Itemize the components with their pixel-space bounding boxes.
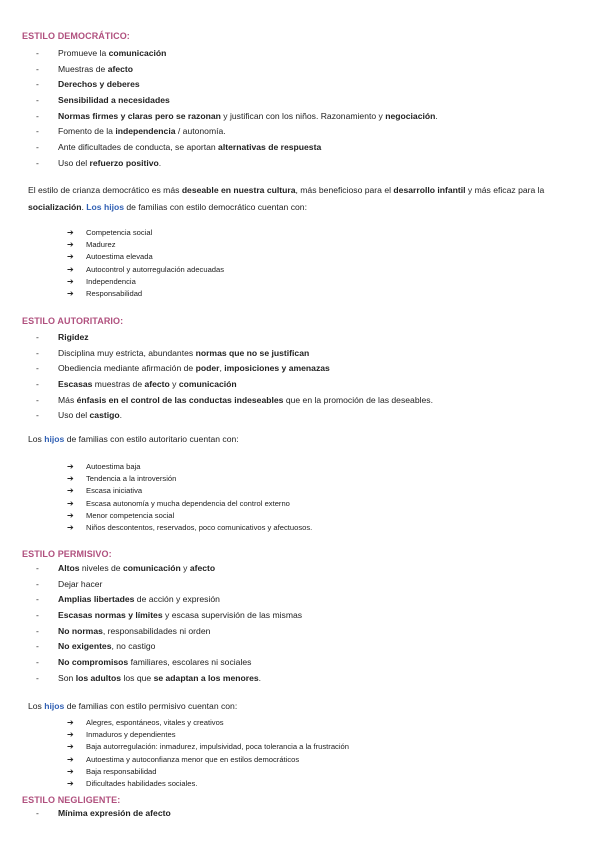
text-segment: de familias con estilo democrático cuentan con: — [124, 202, 307, 212]
text-segment: Disciplina muy estricta, abundantes — [58, 347, 196, 358]
dash-bullet: - — [36, 379, 39, 390]
text-segment: y más eficaz para la — [465, 185, 545, 195]
text-segment: familiares, escolares ni sociales — [128, 657, 252, 668]
text-segment: Son — [58, 672, 76, 683]
text-segment: los que — [121, 672, 154, 683]
text-segment: . — [158, 157, 162, 168]
arrow-icon: ➔ — [67, 754, 74, 764]
text-segment: muestras de — [92, 379, 145, 390]
text-segment: Escasas — [58, 379, 93, 390]
arrow-icon: ➔ — [67, 240, 74, 250]
outcome-item — [67, 498, 312, 510]
list-item — [36, 346, 433, 362]
outcome-text: Competencia social — [86, 228, 153, 237]
outcomes-permisivo — [67, 717, 349, 790]
list-item — [36, 655, 302, 671]
list-item — [36, 140, 438, 156]
text-segment: Los — [28, 701, 45, 711]
text-segment: Altos — [58, 563, 80, 573]
arrow-icon: ➔ — [67, 264, 74, 274]
list-permisivo — [36, 561, 302, 687]
text-segment: afecto — [189, 563, 216, 573]
outcome-text: Autoestima y autoconfianza menor que en estilos democráticos — [86, 754, 300, 764]
text-segment: deseable en nuestra cultura — [181, 185, 296, 195]
text-segment: . — [119, 410, 123, 421]
text-segment: / autonomía. — [175, 126, 226, 137]
dash-bullet: - — [36, 578, 39, 589]
text-segment: negociación — [385, 110, 436, 121]
outcome-text: Alegres, espontáneos, vitales y creativos — [86, 718, 224, 727]
text-segment: imposiciones y amenazas — [224, 363, 330, 374]
arrow-icon: ➔ — [67, 778, 74, 788]
paragraph-democratico — [28, 182, 588, 216]
arrow-icon: ➔ — [67, 474, 74, 484]
list-item — [36, 624, 302, 640]
heading-negligente: ESTILO NEGLIGENTE: — [22, 795, 121, 805]
text-segment: poder — [195, 363, 220, 374]
text-segment: y escasa supervisión de las mismas — [162, 610, 303, 621]
list-negligente — [36, 806, 171, 822]
text-segment: No exigentes — [58, 641, 112, 652]
dash-bullet: - — [36, 157, 39, 168]
text-segment: afecto — [144, 379, 170, 390]
outcome-text: Madurez — [86, 240, 116, 250]
list-item — [36, 671, 302, 687]
arrow-icon: ➔ — [67, 252, 74, 262]
arrow-icon: ➔ — [67, 718, 74, 727]
outcome-text: Independencia — [86, 276, 136, 286]
text-segment: Dejar hacer — [58, 578, 103, 589]
dash-bullet: - — [36, 332, 39, 342]
text-segment: . — [435, 110, 438, 121]
text-segment: hijos — [44, 434, 65, 444]
dash-bullet: - — [36, 126, 39, 137]
text-segment: desarrollo infantil — [393, 185, 466, 195]
text-segment: Muestras de — [58, 63, 108, 74]
outcome-item — [67, 473, 312, 485]
arrow-icon: ➔ — [67, 288, 74, 298]
list-item — [36, 408, 433, 424]
heading-democratico: ESTILO DEMOCRÁTICO: — [22, 31, 130, 41]
dash-bullet: - — [36, 410, 39, 421]
text-segment: . — [258, 672, 262, 683]
outcome-item — [67, 276, 224, 288]
text-segment: socialización — [28, 202, 82, 212]
dash-bullet: - — [36, 110, 39, 121]
text-segment: Rigidez — [58, 332, 89, 342]
outcome-item — [67, 766, 349, 778]
text-segment: hijos — [44, 701, 65, 711]
dash-bullet: - — [36, 808, 39, 818]
text-segment: comunicación — [108, 48, 167, 58]
text-segment: refuerzo positivo — [89, 157, 159, 168]
dash-bullet: - — [36, 641, 39, 652]
outcome-text: Autocontrol y autorregulación adecuadas — [86, 264, 225, 274]
outcome-item — [67, 729, 349, 741]
text-segment: independencia — [115, 126, 176, 137]
outcome-item — [67, 778, 349, 790]
outcome-text: Baja autorregulación: inmadurez, impulsividad, poca tolerancia a la frustración — [86, 742, 349, 752]
outcome-item — [67, 717, 349, 729]
arrow-icon: ➔ — [67, 730, 74, 740]
text-segment: Sensibilidad a necesidades — [58, 95, 170, 106]
outcome-text: Dificultades habilidades sociales. — [86, 778, 198, 788]
text-segment: los adultos — [75, 672, 122, 683]
text-segment: Obediencia mediante afirmación de — [58, 363, 196, 374]
text-segment: que en la promoción de las deseables. — [283, 394, 433, 405]
text-segment: comunicación — [178, 379, 237, 390]
list-item — [36, 77, 438, 93]
text-segment: énfasis en el control de las conductas indeseables — [76, 394, 284, 405]
dash-bullet: - — [36, 48, 39, 58]
list-item — [36, 806, 171, 822]
text-segment: Ante dificultades de conducta, se aportan — [58, 142, 219, 153]
text-segment: de acción y expresión — [134, 594, 220, 605]
text-segment: alternativas de respuesta — [218, 142, 322, 153]
outcomes-democratico — [67, 227, 224, 300]
list-item — [36, 124, 438, 140]
text-segment: de familias con estilo permisivo cuentan con: — [64, 701, 238, 711]
dash-bullet: - — [36, 394, 39, 405]
list-item — [36, 62, 438, 78]
outcome-item — [67, 288, 224, 300]
arrow-icon: ➔ — [67, 228, 74, 237]
text-segment: de familias con estilo autoritario cuentan con: — [64, 434, 239, 444]
outcome-item — [67, 741, 349, 753]
dash-bullet: - — [36, 363, 39, 374]
list-democratico — [36, 46, 438, 172]
text-segment: y — [169, 379, 179, 390]
outcome-item — [67, 461, 312, 473]
heading-permisivo: ESTILO PERMISIVO: — [22, 549, 112, 559]
dash-bullet: - — [36, 79, 39, 90]
text-segment: Mínima expresión de afecto — [58, 808, 171, 818]
outcome-item — [67, 754, 349, 766]
paragraph-permisivo — [28, 698, 588, 715]
text-segment: Escasas normas y límites — [58, 610, 163, 621]
list-item — [36, 109, 438, 125]
text-segment: Más — [58, 394, 77, 405]
arrow-icon: ➔ — [67, 742, 74, 752]
paragraph-autoritario — [28, 431, 588, 448]
text-segment: Los — [28, 434, 45, 444]
text-segment: afecto — [107, 63, 133, 74]
text-segment: Fomento de la — [58, 126, 116, 137]
text-segment: comunicación — [122, 563, 181, 573]
list-item — [36, 156, 438, 172]
outcome-text: Baja responsabilidad — [86, 766, 157, 776]
list-item — [36, 592, 302, 608]
text-segment: Normas firmes y claras pero se razonan — [58, 110, 221, 121]
arrow-icon: ➔ — [67, 276, 74, 286]
dash-bullet: - — [36, 625, 39, 636]
outcome-item — [67, 522, 312, 534]
outcome-text: Escasa iniciativa — [86, 486, 143, 496]
list-item — [36, 577, 302, 593]
text-segment: se adaptan a los menores — [153, 672, 259, 683]
dash-bullet: - — [36, 672, 39, 683]
arrow-icon: ➔ — [67, 510, 74, 520]
text-segment: Los hijos — [86, 202, 125, 212]
arrow-icon: ➔ — [67, 462, 74, 471]
text-segment: , responsabilidades ni orden — [102, 625, 211, 636]
text-segment: Amplias libertades — [58, 594, 135, 605]
text-segment: niveles de — [79, 563, 123, 573]
heading-autoritario: ESTILO AUTORITARIO: — [22, 316, 124, 326]
outcome-text: Escasa autonomía y mucha dependencia del control externo — [86, 498, 290, 508]
text-segment: , — [219, 363, 225, 374]
dash-bullet: - — [36, 142, 39, 153]
text-segment: , más beneficioso para el — [295, 185, 394, 195]
arrow-icon: ➔ — [67, 498, 74, 508]
outcome-text: Menor competencia social — [86, 510, 175, 520]
outcome-item — [67, 264, 224, 276]
dash-bullet: - — [36, 610, 39, 621]
arrow-icon: ➔ — [67, 766, 74, 776]
outcomes-autoritario — [67, 461, 312, 534]
text-segment: No compromisos — [58, 657, 129, 668]
outcome-text: Tendencia a la introversión — [86, 474, 177, 484]
outcome-text: Autoestima baja — [86, 462, 141, 471]
text-segment: Promueve la — [58, 48, 109, 58]
dash-bullet: - — [36, 657, 39, 668]
text-segment: y — [180, 563, 190, 573]
dash-bullet: - — [36, 563, 39, 573]
list-item — [36, 393, 433, 409]
list-item — [36, 93, 438, 109]
list-item — [36, 361, 433, 377]
text-segment: normas que no se justifican — [195, 347, 310, 358]
text-segment: . — [81, 202, 87, 212]
text-segment: No normas — [58, 625, 103, 636]
list-item — [36, 330, 433, 346]
list-item — [36, 377, 433, 393]
dash-bullet: - — [36, 95, 39, 106]
arrow-icon: ➔ — [67, 486, 74, 496]
text-segment: y justifican con los niños. Razonamiento y — [220, 110, 386, 121]
text-segment: Uso del — [58, 410, 90, 421]
text-segment: Derechos y deberes — [58, 79, 140, 90]
list-item — [36, 639, 302, 655]
arrow-icon: ➔ — [67, 522, 74, 532]
list-item — [36, 46, 438, 62]
list-item — [36, 561, 302, 577]
outcome-item — [67, 251, 224, 263]
outcome-text: Responsabilidad — [86, 288, 143, 298]
outcome-item — [67, 239, 224, 251]
text-segment: Uso del — [58, 157, 90, 168]
dash-bullet: - — [36, 63, 39, 74]
outcome-item — [67, 485, 312, 497]
outcome-text: Autoestima elevada — [86, 252, 153, 262]
list-item — [36, 608, 302, 624]
dash-bullet: - — [36, 347, 39, 358]
list-autoritario — [36, 330, 433, 424]
outcome-item — [67, 510, 312, 522]
text-segment: castigo — [89, 410, 120, 421]
outcome-text: Inmaduros y dependientes — [86, 730, 176, 740]
outcome-item — [67, 227, 224, 239]
text-segment: , no castigo — [111, 641, 156, 652]
text-segment: El estilo de crianza democrático es más — [28, 185, 182, 195]
dash-bullet: - — [36, 594, 39, 605]
outcome-text: Niños descontentos, reservados, poco comunicativos y afectuosos. — [86, 522, 313, 532]
